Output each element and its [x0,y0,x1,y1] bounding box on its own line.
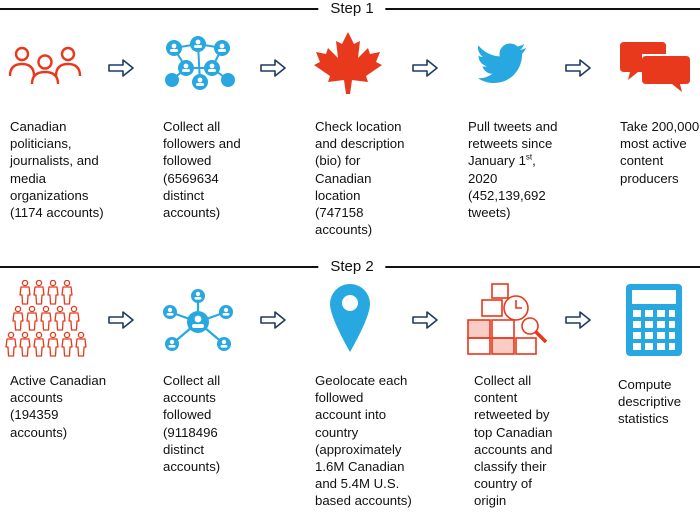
people-group-icon [6,44,84,86]
step1-label-location: Check location and description (bio) for Canadian location (747158 accounts) [315,119,405,238]
step1-label-sources: Canadian politicians, journalists, and media organizations (1174 accounts) [10,119,104,221]
tweets-text-a: Pull tweets and retweets since January 1 [468,119,558,169]
calculator-icon [626,284,682,356]
boxes-search-icon [466,280,550,356]
step2-label-active: Active Canadian accounts (194359 accounts) [10,373,107,440]
flow-arrow-icon [565,311,591,329]
flow-arrow-icon [412,311,438,329]
twitter-bird-icon [478,42,528,86]
step2-title: Step 2 [318,258,385,276]
flow-arrow-icon [108,311,134,329]
step2-label-followed: Collect all accounts followed (9118496 distinct accounts) [163,373,221,475]
step1-label-tweets [468,118,588,221]
step1-title: Step 1 [318,0,385,18]
tweets-text-b: , 2020 (452,139,692 tweets) [468,153,546,221]
flow-arrow-icon [565,59,591,77]
hub-network-icon [160,288,236,356]
maple-leaf-icon [312,30,384,96]
step2-label-geolocate: Geolocate each followed account into country (approximately 1.6M Canadian and 5.4M U.S. based accounts) [315,373,412,509]
tweets-text-sup: st [525,153,533,163]
flow-arrow-icon [108,59,134,77]
step2-label-retweeted: Collect all content retweeted by top Canadian accounts and classify their country of origin [474,373,553,509]
flow-arrow-icon [260,311,286,329]
location-pin-icon [330,284,370,352]
flow-arrow-icon [260,59,286,77]
chat-bubbles-icon [620,40,692,94]
flow-arrow-icon [412,59,438,77]
network-icon [160,34,240,92]
step1-label-collect: Collect all followers and followed (6569634 distinct accounts) [163,119,241,221]
crowd-icon [4,280,88,360]
step2-label-statistics: Compute descriptive statistics [618,377,682,427]
step1-label-producers: Take 200,000 most active content producers [620,119,700,186]
